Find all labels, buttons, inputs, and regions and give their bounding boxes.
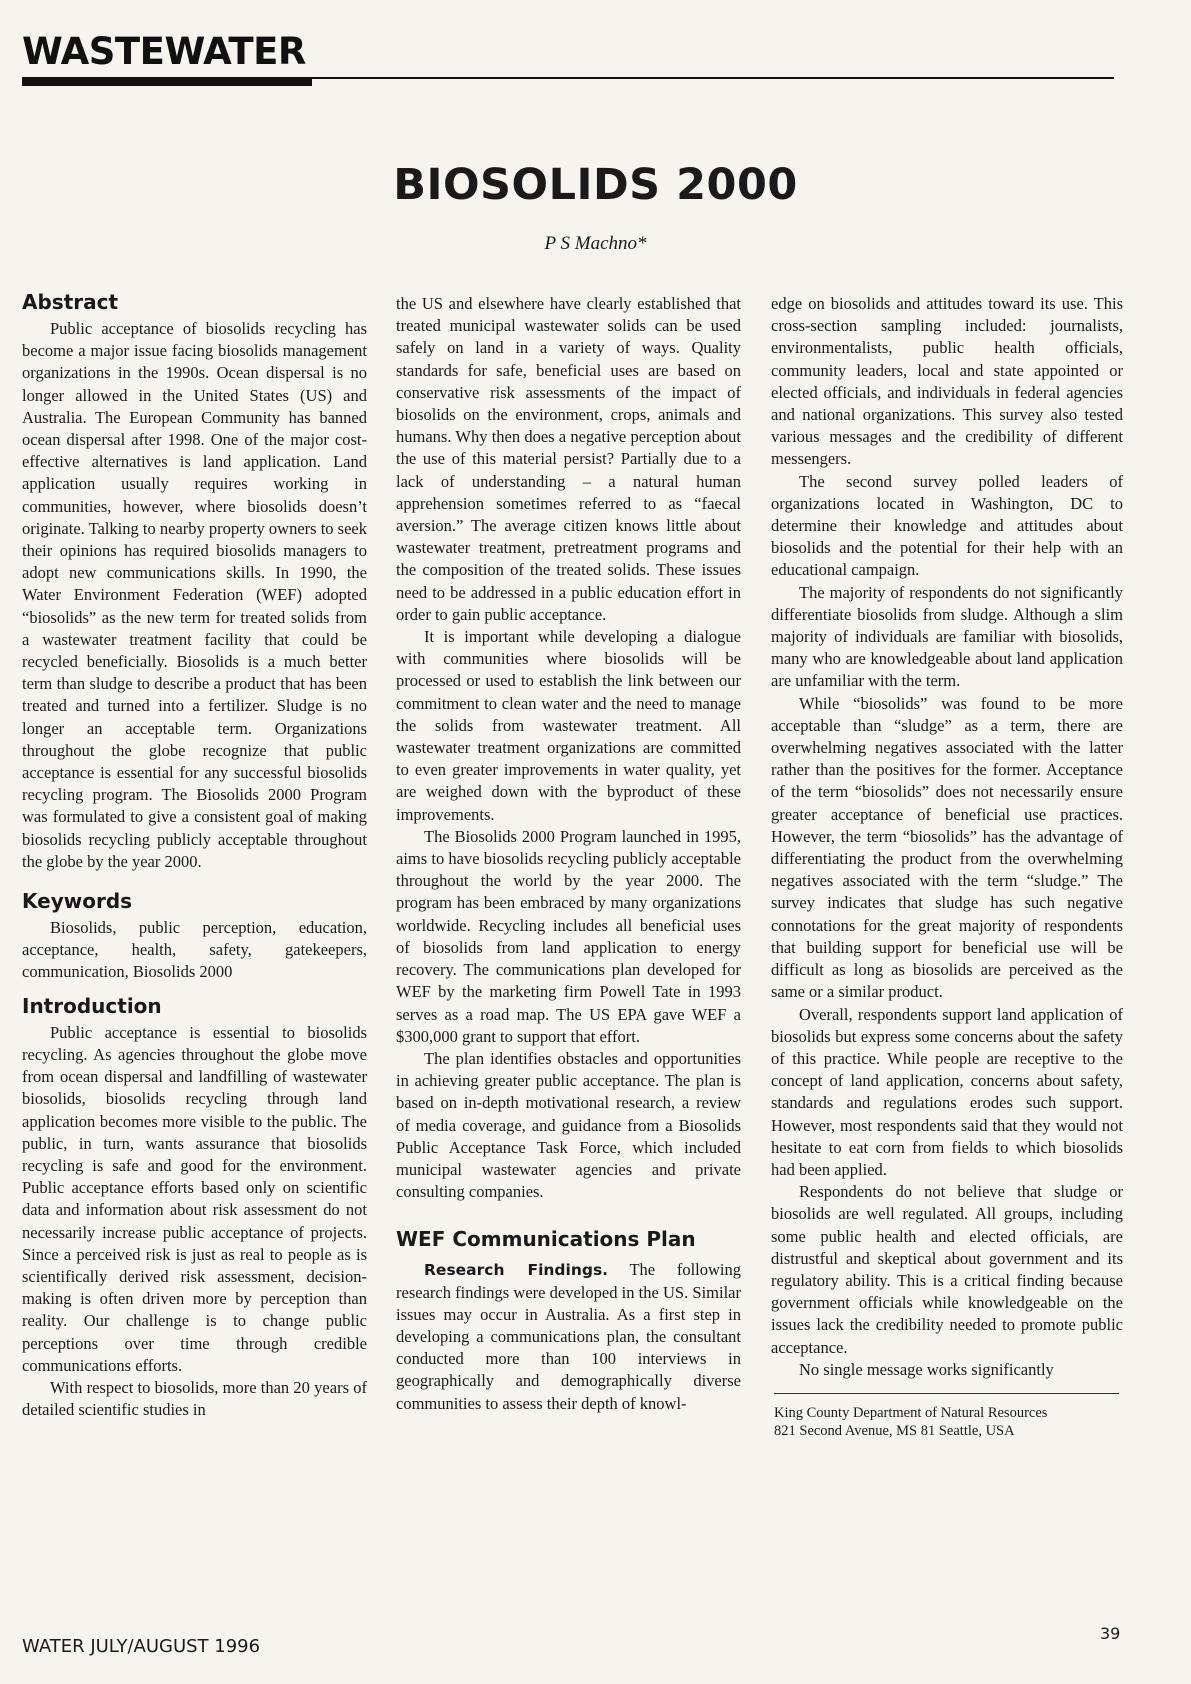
journal-footer: WATER JULY/AUGUST 1996 bbox=[22, 1636, 261, 1657]
body-paragraph: No single message works significantly bbox=[799, 1359, 1054, 1379]
body-paragraph: The majority of respondents do not significantly differentiate biosolids from sludge. Although a slim majority of individuals are familiar with biosolids, many who are knowledgeable about land application are unfamiliar with the term. bbox=[771, 582, 1123, 691]
author-affiliation bbox=[774, 1404, 1123, 1440]
introduction-paragraph: With respect to biosolids, more than 20 years of detailed scientific studies in bbox=[22, 1377, 367, 1420]
body-paragraph: The Biosolids 2000 Program launched in 1995, aims to have biosolids recycling publicly acceptable throughout the world by the year 2000. The program has been embraced by many organizations worldwide. Recycling includes all beneficial uses of biosolids from land application to energy recovery. The communications plan developed for WEF by the marketing firm Powell Tate in 1993 serves as a road map. The US EPA gave WEF a $300,000 grant to support that effort. bbox=[396, 826, 741, 1046]
research-findings-paragraph bbox=[396, 1259, 741, 1414]
research-findings-text: The following research findings were developed in the US. Similar issues may occur in Australia. As a first step in developing a communications plan, the consultant conducted more than 100 interviews in geographically and demographically diverse communities to assess their depth of knowl- bbox=[396, 1260, 741, 1413]
body-paragraph: edge on biosolids and attitudes toward its use. This cross-section sampling included: journalists, environmentalists, public health officials, community leaders, local and state appointed or elected officials, and individuals in federal agencies and national organizations. This survey also tested various messages and the credibility of different messengers. bbox=[771, 294, 1123, 469]
article-author: P S Machno* bbox=[544, 233, 647, 254]
introduction-paragraph: Public acceptance is essential to biosolids recycling. As agencies throughout the globe move from ocean dispersal and landfilling of wastewater biosolids, biosolids recycling through land application becomes more visible to the public. The public, in turn, wants assurance that biosolids recycling is safe and good for the environment. Public acceptance efforts based only on scientific data and information about risk assessment do not necessarily increase public acceptance of projects. Since a perceived risk is just as real to people as is scientifically derived risk assessment, decision-making is often driven more by perception than reality. Our challenge is to change public perceptions over time through credible communications efforts. bbox=[22, 1022, 367, 1375]
page-number: 39 bbox=[1100, 1624, 1121, 1643]
body-paragraph: Respondents do not believe that sludge or biosolids are well regulated. All groups, including some public health and elected officials, are distrustful and skeptical about government and its regulatory ability. This is a critical finding because government officials while knowledgeable on the issues lack the credibility needed to promote public acceptance. bbox=[771, 1182, 1123, 1357]
body-paragraph: It is important while developing a dialogue with communities where biosolids will be processed or used to establish the link between our commitment to clean water and the need to manage the solids from wastewater treatment. All wastewater treatment organizations are committed to even greater improvements in water quality, yet are weighed down with the byproduct of these improvements. bbox=[396, 627, 741, 824]
affiliation-line: 821 Second Avenue, MS 81 Seattle, USA bbox=[774, 1422, 1015, 1439]
article-title: BIOSOLIDS 2000 bbox=[393, 160, 798, 210]
introduction-heading: Introduction bbox=[22, 993, 162, 1018]
body-paragraph: Overall, respondents support land application of biosolids but express some concerns about the safety of this practice. While people are receptive to the concept of land application, concerns about safety, standards and regulations erodes such support. However, most respondents said that they would not hesitate to eat corn from fields to which biosolids had been applied. bbox=[771, 1004, 1123, 1179]
section-heading: WASTEWATER bbox=[22, 30, 306, 73]
body-paragraph: The plan identifies obstacles and opportunities in achieving greater public acceptance. The plan is based on in-depth motivational research, a review of media coverage, and guidance from a Biosolids Public Acceptance Task Force, which included municipal wastewater agencies and private consulting companies. bbox=[396, 1048, 741, 1202]
footnote-rule bbox=[774, 1393, 1119, 1394]
body-paragraph: the US and elsewhere have clearly established that treated municipal wastewater solids can be used safely on land in a variety of ways. Quality standards for safe, beneficial uses are based on conservative risk assessments of the impact of biosolids on the environment, crops, animals and humans. Why then does a negative perception about the use of this material persist? Partially due to a lack of understanding – a natural human apprehension sometimes referred to as “faecal aversion.” The average citizen knows little about wastewater treatment, pretreatment programs and the composition of the treated solids. These issues need to be addressed in a public education effort in order to gain public acceptance. bbox=[396, 294, 741, 624]
header-rule-accent bbox=[22, 78, 312, 86]
body-paragraph: The second survey polled leaders of organizations located in Washington, DC to determine their knowledge and attitudes about biosolids and the potential for their help with an educational campaign. bbox=[771, 471, 1123, 580]
column-3 bbox=[771, 293, 1123, 1440]
body-paragraph: While “biosolids” was found to be more acceptable than “sludge” as a term, there are overwhelming negatives associated with the latter rather than the positives for the former. Acceptance of the term “biosolids” does not necessarily ensure greater acceptance of beneficial use practices. However, the term “biosolids” has the advantage of differentiating the product from the overwhelming negatives associated with the term “sludge.” The survey indicates that sludge has such negative connotations for the great majority of respondents that building support for beneficial use will be difficult as long as biosolids are perceived as the same or a similar product. bbox=[771, 693, 1123, 1002]
keywords-heading: Keywords bbox=[22, 889, 133, 914]
affiliation-line: King County Department of Natural Resources bbox=[774, 1404, 1048, 1421]
abstract-heading: Abstract bbox=[22, 290, 119, 314]
research-findings-label: Research Findings. bbox=[424, 1261, 609, 1280]
keywords-text: Biosolids, public perception, education, acceptance, health, safety, gatekeepers, communication, Biosolids 2000 bbox=[22, 918, 367, 982]
column-1 bbox=[22, 290, 367, 1421]
wef-plan-heading: WEF Communications Plan bbox=[396, 1227, 696, 1252]
column-2 bbox=[396, 293, 741, 1415]
abstract-text: Public acceptance of biosolids recycling has become a major issue facing biosolids management organizations in the 1990s. Ocean dispersal is no longer allowed in the United States (US) and Australia. The European Community has banned ocean dispersal after 1998. One of the major cost-effective alternatives is land application. Land application usually requires working in communities, however, where biosolids doesn’t originate. Talking to nearby property owners to seek their opinions has required biosolids managers to adopt new communications skills. In 1990, the Water Environment Federation (WEF) adopted “biosolids” as the new term for treated solids from a wastewater treatment facility that could be recycled beneficially. Biosolids is a much better term than sludge to describe a product that has been treated and turned into a fertilizer. Sludge is no longer an acceptable term. Organizations throughout the globe recognize that public acceptance is essential for any successful biosolids recycling program. The Biosolids 2000 Program was formulated to give a consistent goal of making biosolids recycling publicly acceptable throughout the globe by the year 2000. bbox=[22, 319, 367, 871]
